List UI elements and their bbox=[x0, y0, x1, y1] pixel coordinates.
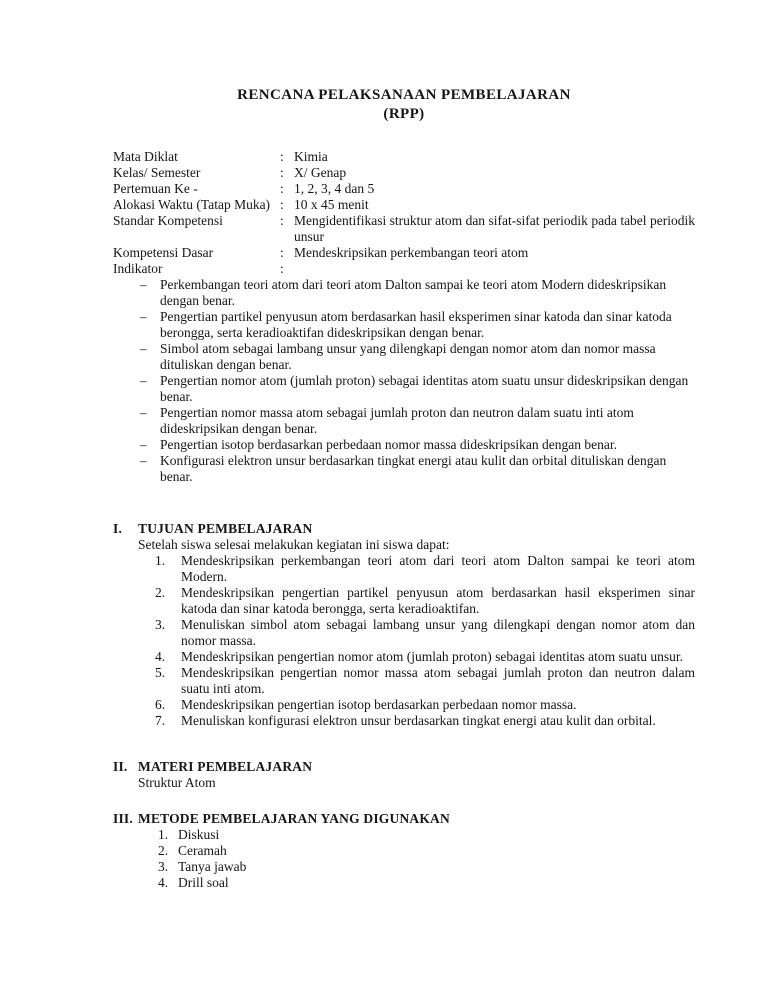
meta-row-kelas-semester bbox=[113, 165, 695, 181]
meta-label: Pertemuan Ke - bbox=[113, 181, 198, 196]
dash-bullet: – bbox=[140, 341, 147, 356]
section-heading-text: MATERI PEMBELAJARAN bbox=[138, 759, 313, 774]
section-number: II. bbox=[113, 759, 128, 774]
list-item-number: 5. bbox=[155, 665, 166, 680]
meta-row-pertemuan-ke bbox=[113, 181, 695, 197]
list-item-text: Mendeskripsikan pengertian nomor atom (jumlah proton) sebagai identitas atom suatu unsur. bbox=[181, 649, 684, 664]
section-number: III. bbox=[113, 811, 133, 826]
section-heading bbox=[113, 521, 695, 537]
list-item-number: 4. bbox=[158, 875, 169, 890]
list-item-text: Mendeskripsikan pengertian isotop berdasarkan perbedaan nomor massa. bbox=[181, 697, 577, 712]
dash-bullet: – bbox=[140, 437, 147, 452]
section-body bbox=[138, 775, 695, 791]
list-item-number: 4. bbox=[155, 649, 166, 664]
meta-value: X/ Genap bbox=[294, 165, 347, 180]
dash-bullet: – bbox=[140, 453, 147, 468]
meta-label: Mata Diklat bbox=[113, 149, 178, 164]
section-body-text: Struktur Atom bbox=[138, 775, 216, 790]
indicator-text: Perkembangan teori atom dari teori atom Dalton sampai ke teori atom Modern dideskripsikan dengan benar. bbox=[160, 277, 667, 308]
list-item-number: 3. bbox=[155, 617, 166, 632]
list-item-number: 2. bbox=[158, 843, 169, 858]
indicator-text: Simbol atom sebagai lambang unsur yang dilengkapi dengan nomor atom dan nomor massa dituliskan dengan benar. bbox=[160, 341, 656, 372]
meta-colon: : bbox=[280, 245, 284, 260]
meta-value: Kimia bbox=[294, 149, 328, 164]
list-item-text: Drill soal bbox=[178, 875, 229, 890]
meta-row-kompetensi-dasar bbox=[113, 245, 695, 261]
numbered-list bbox=[138, 827, 695, 891]
section-heading-text: METODE PEMBELAJARAN YANG DIGUNAKAN bbox=[138, 811, 450, 826]
list-item-text: Menuliskan simbol atom sebagai lambang unsur yang dilengkapi dengan nomor atom dan nomor massa. bbox=[181, 617, 695, 648]
indicator-list bbox=[113, 277, 695, 485]
meta-value: Mengidentifikasi struktur atom dan sifat-sifat periodik pada tabel periodik unsur bbox=[294, 213, 695, 244]
meta-colon: : bbox=[280, 213, 284, 228]
dash-bullet: – bbox=[140, 405, 147, 420]
list-item bbox=[138, 553, 695, 585]
meta-colon: : bbox=[280, 165, 284, 180]
list-item bbox=[138, 859, 695, 875]
section-heading-text: TUJUAN PEMBELAJARAN bbox=[138, 521, 313, 536]
list-item-number: 3. bbox=[158, 859, 169, 874]
dash-bullet: – bbox=[140, 309, 147, 324]
meta-row-indikator bbox=[113, 261, 695, 277]
list-item-text: Ceramah bbox=[178, 843, 227, 858]
list-item-text: Mendeskripsikan perkembangan teori atom dari teori atom Dalton sampai ke teori atom Modern. bbox=[181, 553, 695, 584]
list-item-text: Diskusi bbox=[178, 827, 220, 842]
meta-value: 10 x 45 menit bbox=[294, 197, 369, 212]
list-item bbox=[138, 665, 695, 697]
meta-row-mata-diklat bbox=[113, 149, 695, 165]
document-title-line1: RENCANA PELAKSANAAN PEMBELAJARAN bbox=[237, 87, 571, 103]
section-heading bbox=[113, 811, 695, 827]
meta-row-alokasi-waktu bbox=[113, 197, 695, 213]
indicator-item bbox=[113, 373, 695, 405]
indicator-item bbox=[113, 341, 695, 373]
list-item bbox=[138, 649, 695, 665]
section-tujuan-pembelajaran bbox=[113, 521, 695, 729]
section-number: I. bbox=[113, 521, 123, 536]
document-title-line2: (RPP) bbox=[383, 106, 425, 122]
meta-label: Kelas/ Semester bbox=[113, 165, 201, 180]
list-item-number: 6. bbox=[155, 697, 166, 712]
indicator-item bbox=[113, 277, 695, 309]
list-item bbox=[138, 843, 695, 859]
list-item bbox=[138, 585, 695, 617]
meta-label: Indikator bbox=[113, 261, 163, 276]
metadata-block bbox=[113, 149, 695, 277]
list-item-text: Mendeskripsikan pengertian partikel penyusun atom berdasarkan hasil eksperimen sinar katoda dan sinar katoda berongga, serta keradioaktifan. bbox=[181, 585, 695, 616]
indicator-text: Pengertian nomor atom (jumlah proton) sebagai identitas atom suatu unsur dideskripsikan dengan benar. bbox=[160, 373, 689, 404]
list-item-text: Menuliskan konfigurasi elektron unsur berdasarkan tingkat energi atau kulit dan orbital. bbox=[181, 713, 656, 728]
numbered-list bbox=[138, 553, 695, 729]
indicator-text: Pengertian partikel penyusun atom berdasarkan hasil eksperimen sinar katoda dan sinar katoda berongga, serta keradioaktifan dideskripsikan dengan benar. bbox=[160, 309, 672, 340]
list-item-number: 1. bbox=[155, 553, 166, 568]
meta-label: Kompetensi Dasar bbox=[113, 245, 214, 260]
indicator-item bbox=[113, 309, 695, 341]
meta-colon: : bbox=[280, 149, 284, 164]
section-intro: Setelah siswa selesai melakukan kegiatan ini siswa dapat: bbox=[138, 537, 450, 552]
indicator-item bbox=[113, 405, 695, 437]
list-item-number: 7. bbox=[155, 713, 166, 728]
meta-colon: : bbox=[280, 197, 284, 212]
list-item-text: Mendeskripsikan pengertian nomor massa atom sebagai jumlah proton dan neutron dalam suatu inti atom. bbox=[181, 665, 695, 696]
list-item bbox=[138, 713, 695, 729]
section-body bbox=[138, 537, 695, 729]
meta-label: Alokasi Waktu (Tatap Muka) bbox=[113, 197, 271, 212]
meta-row-standar-kompetensi bbox=[113, 213, 695, 245]
dash-bullet: – bbox=[140, 373, 147, 388]
document-title bbox=[113, 86, 695, 124]
document-content bbox=[113, 86, 695, 891]
indicator-text: Konfigurasi elektron unsur berdasarkan tingkat energi atau kulit dan orbital dituliskan dengan benar. bbox=[160, 453, 667, 484]
indicator-item bbox=[113, 437, 695, 453]
section-heading bbox=[113, 759, 695, 775]
meta-label: Standar Kompetensi bbox=[113, 213, 223, 228]
section-metode-pembelajaran bbox=[113, 811, 695, 891]
list-item-number: 1. bbox=[158, 827, 169, 842]
meta-value: Mendeskripsikan perkembangan teori atom bbox=[294, 245, 529, 260]
list-item-number: 2. bbox=[155, 585, 166, 600]
dash-bullet: – bbox=[140, 277, 147, 292]
list-item bbox=[138, 875, 695, 891]
indicator-item bbox=[113, 453, 695, 485]
list-item bbox=[138, 617, 695, 649]
meta-colon: : bbox=[280, 261, 284, 276]
meta-colon: : bbox=[280, 181, 284, 196]
meta-value: 1, 2, 3, 4 dan 5 bbox=[294, 181, 375, 196]
list-item bbox=[138, 827, 695, 843]
list-item bbox=[138, 697, 695, 713]
indicator-text: Pengertian isotop berdasarkan perbedaan nomor massa dideskripsikan dengan benar. bbox=[160, 437, 617, 452]
indicator-text: Pengertian nomor massa atom sebagai jumlah proton dan neutron dalam suatu inti atom dideskripsikan dengan benar. bbox=[160, 405, 634, 436]
list-item-text: Tanya jawab bbox=[178, 859, 247, 874]
section-materi-pembelajaran bbox=[113, 759, 695, 791]
section-body bbox=[138, 827, 695, 891]
